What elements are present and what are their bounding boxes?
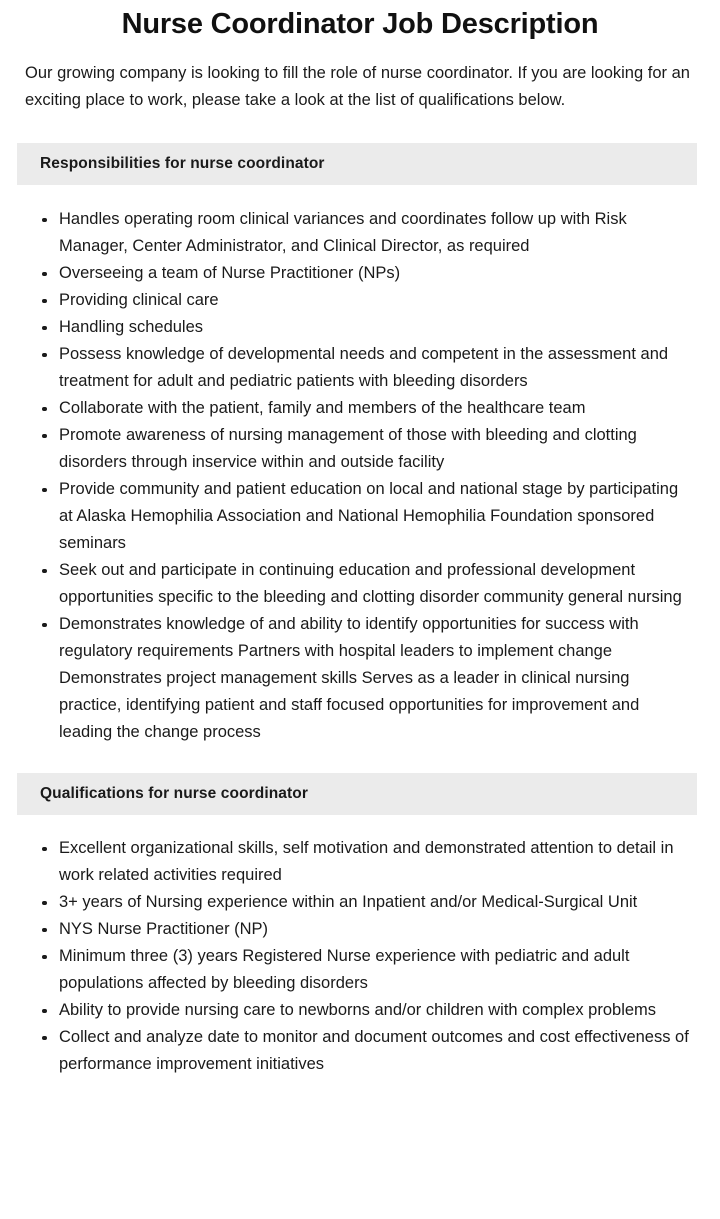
- list-item: Ability to provide nursing care to newborns and/or children with complex problems: [0, 997, 720, 1024]
- section-header-label: Responsibilities for nurse coordinator: [40, 155, 325, 172]
- list-item: Demonstrates knowledge of and ability to identify opportunities for success with regulatory requirements Partners with hospital leaders to implement change Demonstrates project management skills Serves as a leader in clinical nursing practice, identifying patient and staff focused opportunities for improvement and leading the change process: [0, 611, 720, 746]
- list-item: Providing clinical care: [0, 287, 720, 314]
- section-responsibilities: [0, 143, 720, 746]
- list-item: Promote awareness of nursing management of those with bleeding and clotting disorders through inservice within and outside facility: [0, 422, 720, 476]
- list-item: NYS Nurse Practitioner (NP): [0, 916, 720, 943]
- section-header-responsibilities: [17, 143, 697, 185]
- list-item: 3+ years of Nursing experience within an Inpatient and/or Medical-Surgical Unit: [0, 889, 720, 916]
- list-item: Excellent organizational skills, self motivation and demonstrated attention to detail in work related activities required: [0, 835, 720, 889]
- list-item: Provide community and patient education on local and national stage by participating at Alaska Hemophilia Association and National Hemophilia Foundation sponsored seminars: [0, 476, 720, 557]
- list-item: Collaborate with the patient, family and members of the healthcare team: [0, 395, 720, 422]
- intro-paragraph: Our growing company is looking to fill the role of nurse coordinator. If you are looking for an exciting place to work, please take a look at the list of qualifications below.: [25, 64, 690, 109]
- list-item: Possess knowledge of developmental needs and competent in the assessment and treatment for adult and pediatric patients with bleeding disorders: [0, 341, 720, 395]
- qualifications-list: [0, 815, 720, 1078]
- section-qualifications: [0, 773, 720, 1078]
- list-item: Seek out and participate in continuing education and professional development opportunities specific to the bleeding and clotting disorder community general nursing: [0, 557, 720, 611]
- page-bottom-spacer: [0, 1078, 720, 1110]
- list-item: Minimum three (3) years Registered Nurse experience with pediatric and adult populations affected by bleeding disorders: [0, 943, 720, 997]
- responsibilities-list: [0, 185, 720, 746]
- list-item: Handling schedules: [0, 314, 720, 341]
- list-item: Handles operating room clinical variances and coordinates follow up with Risk Manager, Center Administrator, and Clinical Director, as required: [0, 206, 720, 260]
- page-title: Nurse Coordinator Job Description: [121, 8, 599, 40]
- section-header-label: Qualifications for nurse coordinator: [40, 785, 308, 802]
- list-item: Collect and analyze date to monitor and document outcomes and cost effectiveness of performance improvement initiatives: [0, 1024, 720, 1078]
- list-item: Overseeing a team of Nurse Practitioner (NPs): [0, 260, 720, 287]
- section-header-qualifications: [17, 773, 697, 815]
